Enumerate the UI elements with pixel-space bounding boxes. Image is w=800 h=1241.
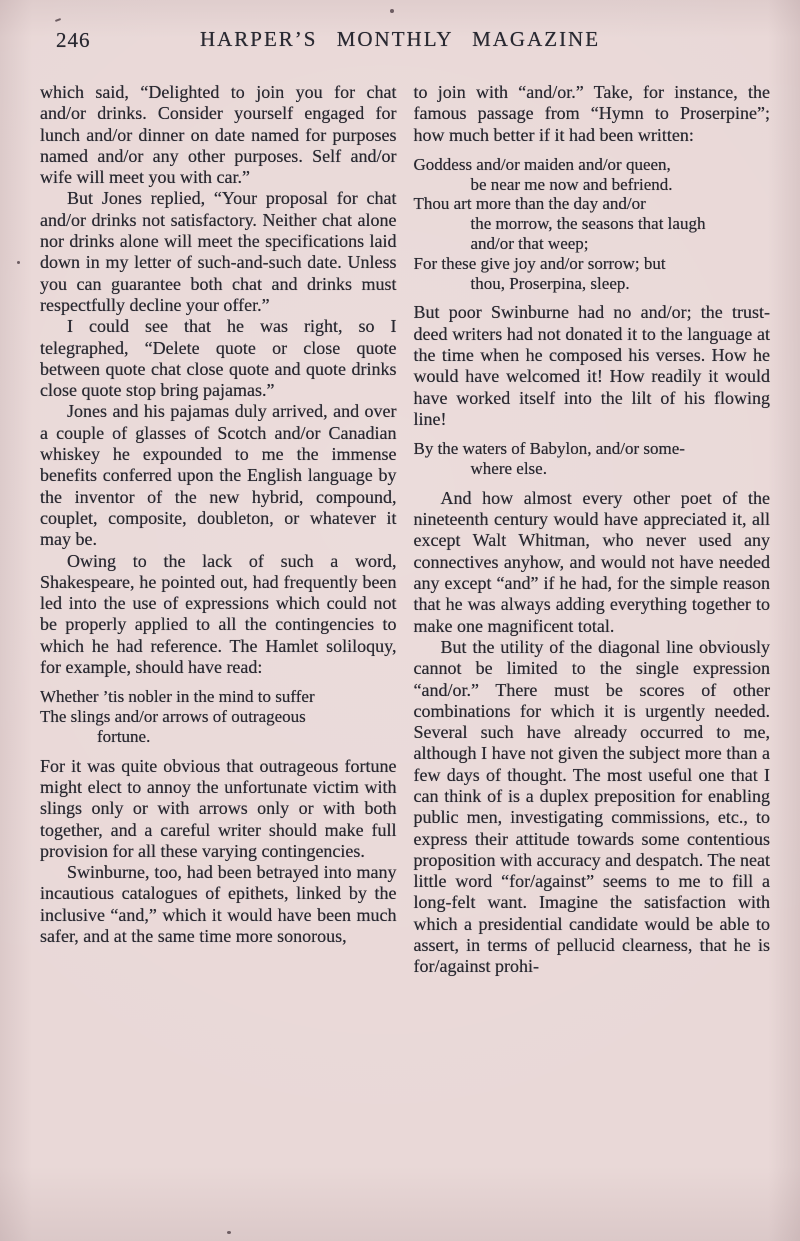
verse-line: Goddess and/or maiden and/or queen, — [413, 154, 671, 174]
paragraph: which said, “Delighted to join you for chat and/or drinks. Consider yourself engaged for lunch and/or dinner on date named for purposes named and/or any other purposes. Self and/or wife will meet you with car.” — [40, 82, 397, 188]
verse-line: The slings and/or arrows of outrageous — [40, 707, 306, 727]
page-header — [0, 0, 800, 82]
left-column — [40, 82, 397, 978]
paragraph: to join with “and/or.” Take, for instance, the famous passage from “Hymn to Proserpine”; how much better if it had been written: — [413, 82, 770, 145]
right-column — [414, 82, 771, 978]
paragraph: I could see that he was right, so I telegraphed, “Delete quote or close quote between quote chat close quote and quote drinks close quote stop bring pajamas.” — [40, 316, 397, 401]
paragraph: Jones and his pajamas duly arrived, and over a couple of glasses of Scotch and/or Canadian whiskey he expounded to me the immense benefits conferred upon the English language by the inventor of the new hybrid, compound, couplet, composite, doubleton, or whatever it may be. — [40, 401, 397, 550]
scan-speck — [227, 1231, 231, 1234]
page-number: 246 — [56, 28, 91, 52]
paragraph: But poor Swinburne had no and/or; the trust-deed writers had not donated it to the language at the time when he composed his verses. How he would have welcomed it! How readily it would have worked itself into the lilt of his flowing line! — [413, 302, 770, 429]
verse-line: fortune. — [97, 726, 151, 746]
verse-block — [40, 687, 397, 746]
verse-line: be near me now and befriend. — [470, 174, 673, 194]
verse-line: the morrow, the seasons that laugh — [470, 214, 706, 234]
verse-block — [414, 155, 771, 294]
paragraph: Owing to the lack of such a word, Shakespeare, he pointed out, had frequently been led into the use of expressions which could not be properly applied to all the contingencies to which he had reference. The Hamlet soliloquy, for example, should have read: — [40, 550, 397, 678]
paragraph: And how almost every other poet of the nineteenth century would have appreciated it, all except Walt Whitman, who never used any connectives anyhow, and would not have needed any except “and” if he had, for the simple reason that he was always adding everything together to make one magnificent total. — [413, 487, 770, 636]
verse-line: where else. — [470, 459, 547, 479]
running-head: HARPER’S MONTHLY MAGAZINE — [199, 27, 601, 51]
verse-line: Whether ’tis nobler in the mind to suffer — [40, 687, 315, 707]
paragraph: For it was quite obvious that outrageous fortune might elect to annoy the unfortunate victim with slings only or with arrows only or with both together, and a careful writer should make full provision for all these varying contingencies. — [40, 755, 397, 861]
verse-line: For these give joy and/or sorrow; but — [413, 253, 666, 273]
verse-block — [414, 439, 771, 479]
scan-speck — [17, 261, 20, 264]
two-column-text — [0, 82, 800, 978]
paragraph: But Jones replied, “Your proposal for chat and/or drinks not satisfactory. Neither chat alone nor drinks alone will meet the specifications laid down in my letter of such-and-such date. Unless you can guarantee both chat and drinks must respectfully decline your offer.” — [40, 188, 397, 315]
verse-line: and/or that weep; — [470, 234, 589, 254]
paragraph: Swinburne, too, had been betrayed into many incautious catalogues of epithets, linked by the inclusive “and,” which it would have been much safer, and at the same time more sonorous, — [40, 862, 397, 947]
verse-line: By the waters of Babylon, and/or some- — [413, 439, 685, 459]
paragraph: But the utility of the diagonal line obviously cannot be limited to the single expression “and/or.” There must be scores of other combinations for which it is urgently needed. Several such have already occurred to me, although I have not given the subject more than a few days of thought. The most useful one that I can think of is a duplex preposition for enabling public men, investigating commissions, etc., to express their attitude towards some contentious proposition with accuracy and despatch. The neat little word “for/against” seems to me to fill a long-felt want. Imagine the satisfaction with which a presidential candidate would be able to assert, in terms of pellucid clearness, that he is for/against prohi- — [413, 636, 770, 977]
verse-line: Thou art more than the day and/or — [413, 194, 646, 214]
verse-line: thou, Proserpina, sleep. — [470, 273, 630, 293]
scan-speck — [390, 9, 394, 13]
